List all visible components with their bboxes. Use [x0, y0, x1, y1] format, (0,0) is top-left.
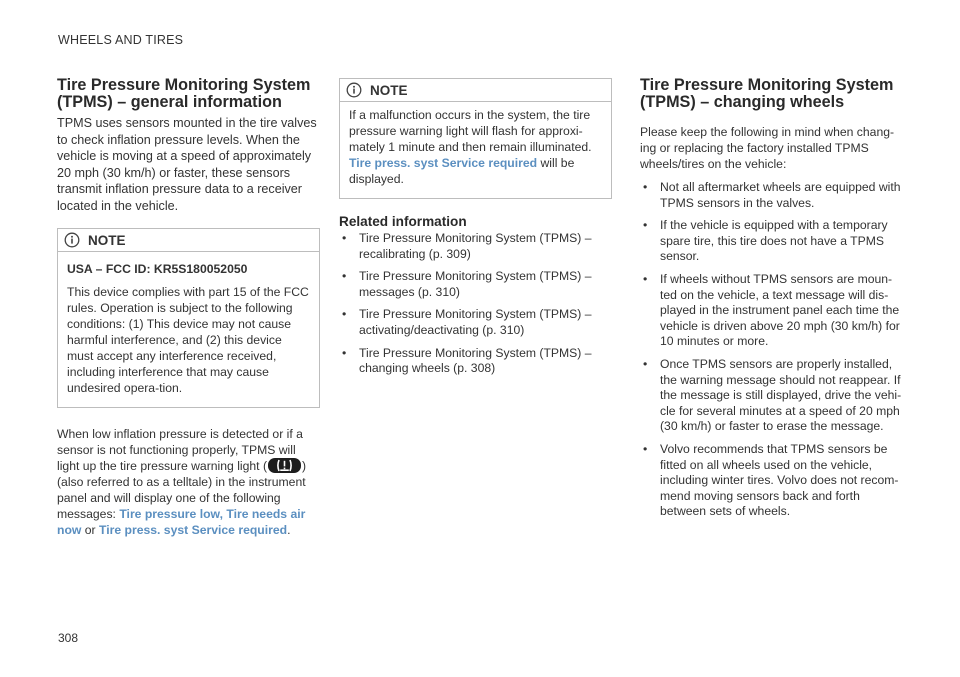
list-item-text: If the vehicle is equipped with a temporary spare tire, this tire does not have a TPMS sensor.: [660, 218, 888, 264]
malfunction-note-box: [339, 78, 612, 199]
note-text: If a malfunction occurs in the system, the tire pressure warning light will flash for approxi-mately 1 minute and then remain illuminated.: [349, 108, 592, 154]
changing-wheels-title: [640, 77, 908, 111]
note-header: [58, 229, 319, 252]
title-line: (TPMS) – changing wheels: [640, 93, 845, 111]
bullet-glyph: •: [342, 307, 347, 322]
list-item-text: If wheels without TPMS sensors are moun-ted on the vehicle, a text message will dis-played in the instrument panel each time the vehicle is driven above 20 mph (30 km/h) for 10 minutes or more.: [660, 271, 900, 349]
changing-wheels-intro: Please keep the following in mind when chang-ing or replacing the factory installed TPMS wheels/tires on the vehicle:: [640, 125, 895, 171]
list-item: [339, 346, 612, 377]
paragraph-text: .: [287, 523, 291, 537]
warning-paragraph: [57, 426, 320, 538]
info-icon: [64, 232, 80, 248]
list-item: [339, 269, 612, 300]
note-body: [340, 102, 611, 198]
message-low-pressure: Tire pressure low, Tire needs air now: [57, 507, 306, 537]
note-text: will be displayed.: [349, 156, 575, 186]
list-item: [640, 357, 908, 435]
list-item: [640, 272, 908, 350]
fcc-id: USA – FCC ID: KR5S180052050: [67, 262, 248, 276]
page-number: 308: [58, 631, 79, 645]
tire-pressure-warning-icon: [268, 458, 301, 473]
paragraph-text: ) (also referred to as a telltale) in the instrument panel and will display one of the following messages:: [57, 459, 307, 521]
note-title: NOTE: [370, 82, 408, 98]
general-info-title: [57, 77, 320, 111]
title-line: Tire Pressure Monitoring System: [57, 76, 311, 94]
list-item-text: Not all aftermarket wheels are equipped with TPMS sensors in the valves.: [660, 180, 901, 210]
list-item-text: Tire Pressure Monitoring System (TPMS) – activating/deactivating (p. 310): [359, 307, 592, 337]
related-info-list: [339, 231, 612, 377]
list-item: [339, 307, 612, 338]
bullet-glyph: •: [643, 218, 648, 233]
general-info-intro: TPMS uses sensors mounted in the tire valves to check inflation pressure levels. When the vehicle is moving at a speed of approximately 20 mph (30 km/h) or faster, these sensors transmit inflation pressure data to a receiver located in the vehicle.: [57, 116, 317, 213]
bullet-glyph: •: [342, 269, 347, 284]
list-item: [640, 218, 908, 265]
message-service-required: Tire press. syst Service required: [349, 156, 538, 170]
note-body: [58, 252, 319, 407]
bullet-glyph: •: [643, 356, 648, 371]
note-related-column: [339, 78, 612, 377]
changing-wheels-column: [640, 77, 908, 520]
paragraph-text: or: [81, 523, 99, 537]
list-item-text: Tire Pressure Monitoring System (TPMS) – changing wheels (p. 308): [359, 345, 592, 376]
related-info-heading: Related information: [339, 214, 467, 229]
title-line: (TPMS) – general information: [57, 93, 282, 111]
bullet-glyph: •: [643, 271, 648, 286]
title-line: Tire Pressure Monitoring System: [640, 76, 894, 94]
list-item-text: Once TPMS sensors are properly installed, the warning message should not reappear. If the message is still displayed, drive the vehi-cle for several minutes at a speed of 20 mph (30 km/h) or faster to erase the message.: [660, 356, 902, 434]
list-item-text: Tire Pressure Monitoring System (TPMS) – messages (p. 310): [359, 269, 592, 299]
note-header: [340, 79, 611, 102]
general-info-column: [57, 77, 320, 538]
bullet-glyph: •: [643, 180, 648, 194]
malfunction-text: [349, 107, 601, 187]
info-icon: [346, 82, 362, 98]
bullet-glyph: •: [342, 345, 347, 360]
list-item: [640, 442, 908, 520]
section-label: WHEELS AND TIRES: [58, 33, 184, 47]
list-item-text: Tire Pressure Monitoring System (TPMS) – recalibrating (p. 309): [359, 231, 592, 261]
bullet-glyph: •: [643, 441, 648, 456]
list-item-text: Volvo recommends that TPMS sensors be fitted on all wheels used on the vehicle, including winter tires. Volvo does not recom-mend moving sensors back and forth between sets of wheels.: [660, 441, 899, 519]
note-title: NOTE: [88, 232, 126, 248]
list-item: [640, 180, 908, 211]
changing-wheels-list: [640, 180, 908, 520]
fcc-statement: This device complies with part 15 of the FCC rules. Operation is subject to the following conditions: (1) This device may not cause harmful interference, and (2) this device must accept any interference received, including interference that may cause undesired opera-tion.: [67, 285, 309, 395]
paragraph-text: When low inflation pressure is detected or if a sensor is not functioning properly, TPMS will light up the tire pressure warning light (: [57, 427, 303, 473]
fcc-note-box: [57, 228, 320, 408]
bullet-glyph: •: [342, 231, 347, 245]
list-item: [339, 231, 612, 262]
message-service-required: Tire press. syst Service required: [98, 523, 288, 537]
